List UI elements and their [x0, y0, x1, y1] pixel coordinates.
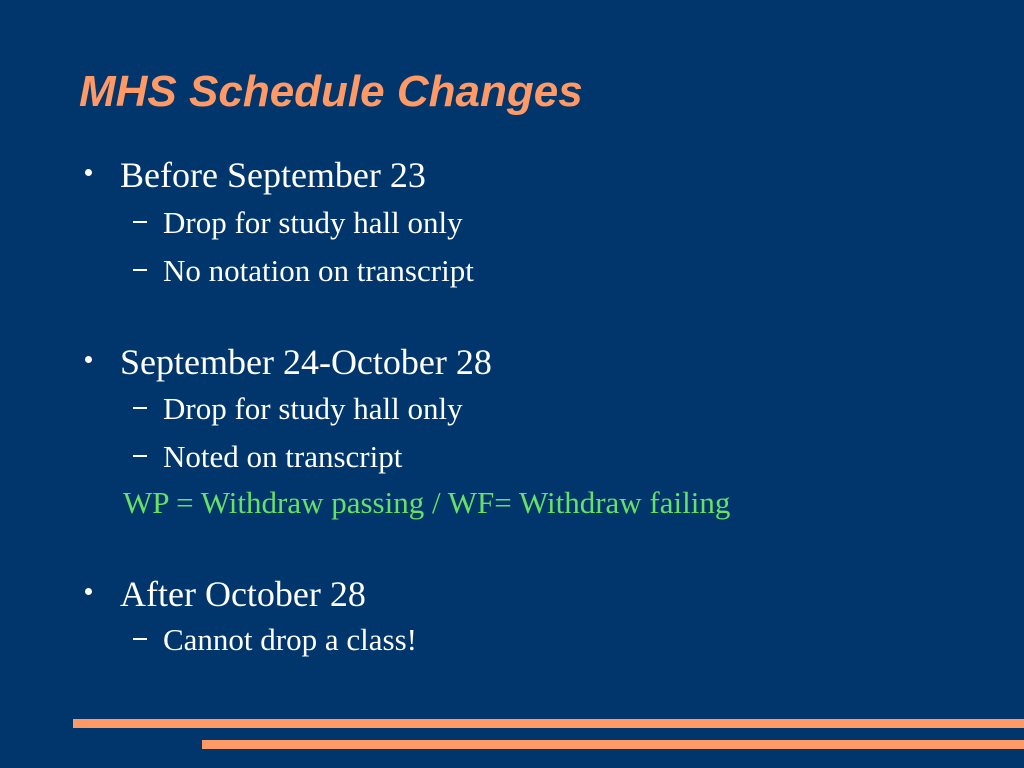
- dash-icon: [133, 455, 147, 457]
- sub-item-text: Noted on transcript: [163, 439, 403, 474]
- sub-item-text: Drop for study hall only: [163, 391, 463, 426]
- sub-item-text: No notation on transcript: [163, 253, 474, 288]
- decorative-rule-bottom: [202, 740, 1024, 749]
- slide-title: MHS Schedule Changes: [79, 67, 583, 116]
- withdraw-note: WP = Withdraw passing / WF= Withdraw failing: [123, 485, 731, 520]
- sub-item-text: Drop for study hall only: [163, 205, 463, 240]
- decorative-rule-top: [73, 719, 1024, 728]
- sub-item-text: Cannot drop a class!: [163, 622, 417, 657]
- dash-icon: [133, 638, 147, 640]
- bullet-dot-icon: [85, 356, 92, 363]
- dash-icon: [133, 221, 147, 223]
- dash-icon: [133, 269, 147, 271]
- bullet-heading: September 24-October 28: [120, 342, 492, 382]
- bullet-heading: Before September 23: [120, 155, 426, 195]
- bullet-heading: After October 28: [120, 574, 366, 614]
- bullet-dot-icon: [85, 588, 92, 595]
- bullet-dot-icon: [85, 169, 92, 176]
- dash-icon: [133, 407, 147, 409]
